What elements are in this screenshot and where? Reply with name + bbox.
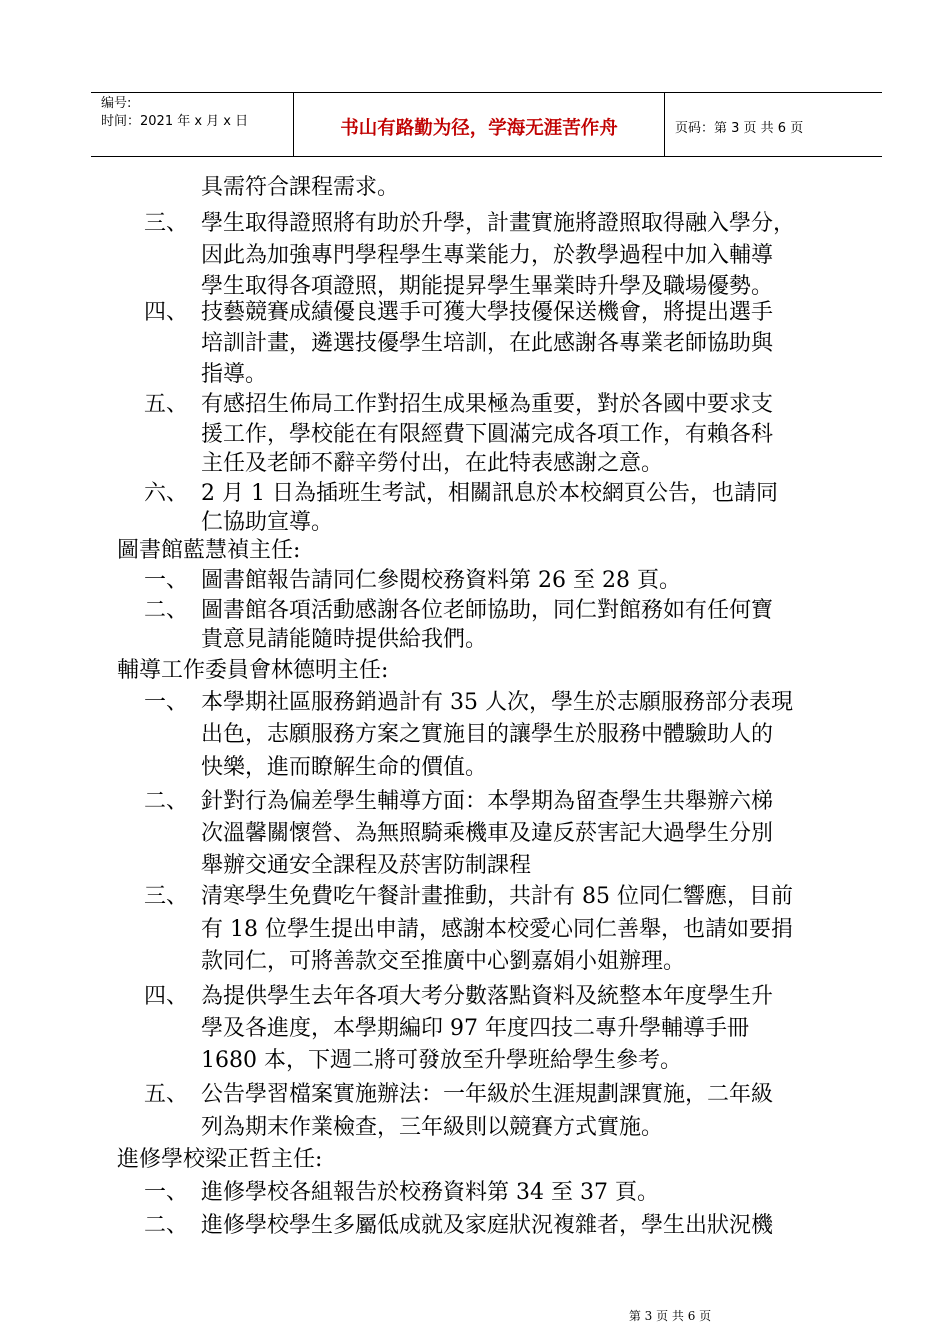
item-label: 一、 [144, 1180, 189, 1205]
header-meta [91, 93, 293, 156]
body-line: 針對行為偏差學生輔導方面：本學期為留查學生共舉辦六梯 [201, 789, 774, 814]
body-line: 學生取得各項證照，期能提昇學生畢業時升學及職場優勢。 [201, 274, 774, 299]
header-motto: 书山有路勤为径，学海无涯苦作舟 [293, 93, 665, 156]
section-heading: 進修學校梁正哲主任: [117, 1147, 323, 1172]
body-line: 貴意見請能隨時提供給我們。 [201, 627, 488, 652]
body-line: 舉辦交通安全課程及菸害防制課程 [201, 853, 532, 878]
body-line: 圖書館各項活動感謝各位老師協助，同仁對館務如有任何寶 [201, 598, 774, 623]
item-label: 二、 [144, 1213, 189, 1238]
body-line: 有 18 位學生提出申請，感謝本校愛心同仁善舉，也請如要捐 [201, 917, 793, 942]
body-line: 次溫馨關懷營、為無照騎乘機車及違反菸害記大過學生分別 [201, 821, 774, 846]
body-line: 援工作，學校能在有限經費下圓滿完成各項工作，有賴各科 [201, 422, 774, 447]
section-heading: 輔導工作委員會林德明主任: [117, 658, 389, 683]
header-page-info: 页码：第 3 页 共 6 页 [675, 121, 804, 136]
body-line: 因此為加強專門學程學生專業能力，於教學過程中加入輔導 [201, 243, 774, 268]
item-label: 四、 [144, 300, 189, 325]
body-line: 款同仁，可將善款交至推廣中心劉嘉娟小姐辦理。 [201, 949, 686, 974]
body-line: 進修學校各組報告於校務資料第 34 至 37 頁。 [201, 1180, 659, 1205]
body-line: 學生取得證照將有助於升學，計畫實施將證照取得融入學分， [201, 211, 796, 236]
body-line: 公告學習檔案實施辦法：一年級於生涯規劃課實施，二年級 [201, 1082, 774, 1107]
body-line: 列為期末作業檢查，三年級則以競賽方式實施。 [201, 1115, 664, 1140]
body-line: 本學期社區服務銷過計有 35 人次，學生於志願服務部分表現 [201, 690, 793, 715]
item-label: 一、 [144, 690, 189, 715]
body-line: 進修學校學生多屬低成就及家庭狀況複雜者，學生出狀況機 [201, 1213, 774, 1238]
body-line: 2 月 1 日為插班生考試，相關訊息於本校網頁公告，也請同 [201, 481, 778, 506]
body-line: 具需符合課程需求。 [201, 175, 400, 200]
body-line: 技藝競賽成績優良選手可獲大學技優保送機會，將提出選手 [201, 300, 774, 325]
page-footer: 第 3 页 共 6 页 [628, 1309, 712, 1323]
item-label: 一、 [144, 568, 189, 593]
body-line: 有感招生佈局工作對招生成果極為重要，對於各國中要求支 [201, 392, 774, 417]
item-label: 二、 [144, 598, 189, 623]
body-line: 指導。 [201, 362, 268, 387]
body-line: 培訓計畫，遴選技優學生培訓，在此感謝各專業老師協助與 [201, 331, 774, 356]
body-line: 1680 本，下週二將可發放至升學班給學生參考。 [201, 1048, 682, 1073]
body-line: 清寒學生免費吃午餐計畫推動，共計有 85 位同仁響應，目前 [201, 884, 793, 909]
body-line: 學及各進度，本學期編印 97 年度四技二專升學輔導手冊 [201, 1016, 749, 1041]
body-line: 圖書館報告請同仁參閱校務資料第 26 至 28 頁。 [201, 568, 681, 593]
item-label: 三、 [144, 211, 189, 236]
body-line: 出色，志願服務方案之實施目的讓學生於服務中體驗助人的 [201, 722, 774, 747]
body-line: 快樂，進而瞭解生命的價值。 [201, 755, 488, 780]
item-label: 三、 [144, 884, 189, 909]
page-header [91, 92, 882, 157]
body-line: 仁協助宣導。 [201, 510, 334, 535]
section-heading: 圖書館藍慧禎主任: [117, 538, 301, 563]
item-label: 五、 [144, 1082, 189, 1107]
time-label: 时间：2021 年 x 月 x 日 [101, 114, 249, 129]
item-label: 四、 [144, 984, 189, 1009]
item-label: 五、 [144, 392, 189, 417]
item-label: 二、 [144, 789, 189, 814]
item-label: 六、 [144, 481, 189, 506]
number-label: 编号: [101, 96, 132, 111]
body-line: 為提供學生去年各項大考分數落點資料及統整本年度學生升 [201, 984, 774, 1009]
body-line: 主任及老師不辭辛勞付出，在此特表感謝之意。 [201, 451, 664, 476]
